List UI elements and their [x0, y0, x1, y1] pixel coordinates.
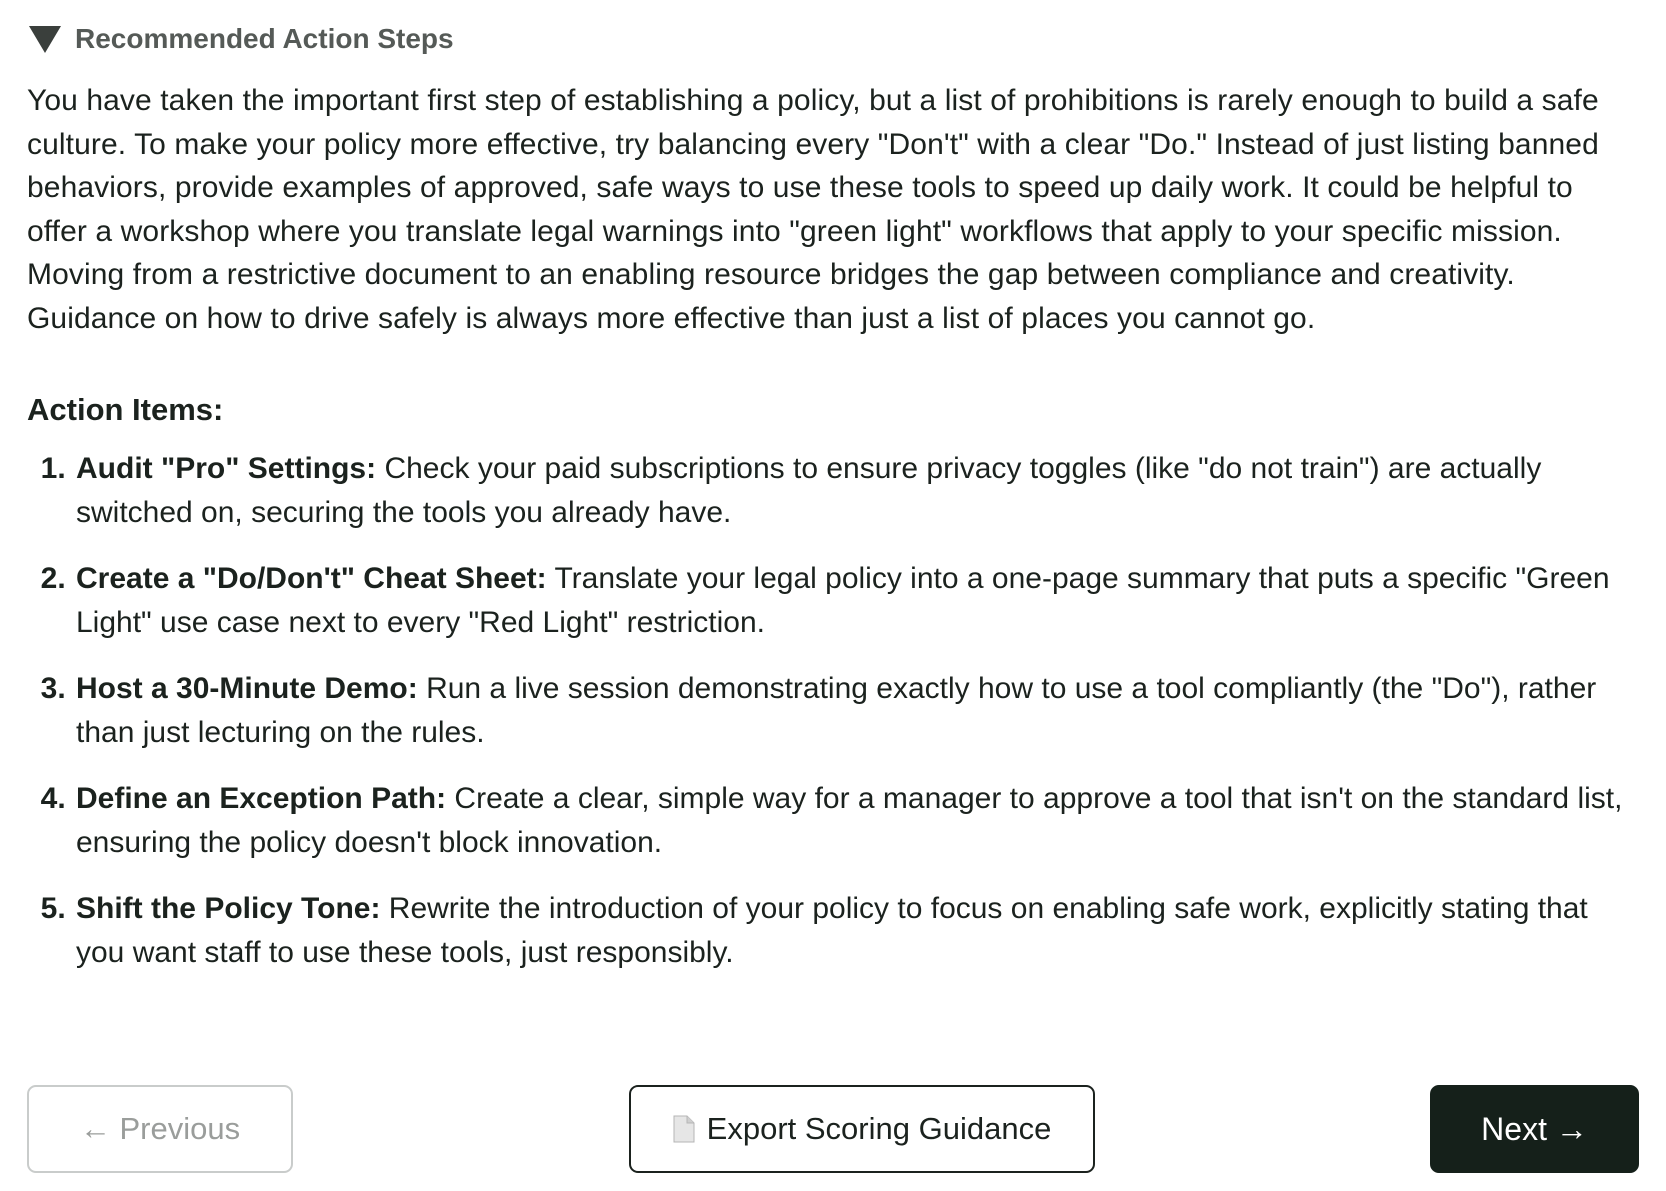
- intro-paragraph: You have taken the important first step of establishing a policy, but a list of prohibitions is rarely enough to build a safe culture. To make your policy more effective, try balancing every "Don't" with a clear "Do." Instead of just listing banned behaviors, provide examples of approved, safe ways to use these tools to speed up daily work. It could be helpful to offer a workshop where you translate legal warnings into "green light" workflows that apply to your specific mission. Moving from a restrictive document to an enabling resource bridges the gap between compliance and creativity. Guidance on how to drive safely is always more effective than just a list of places you cannot go.: [27, 84, 1599, 335]
- action-item: [74, 667, 1630, 754]
- action-items-list: [27, 447, 1630, 974]
- next-button[interactable]: [1430, 1085, 1639, 1173]
- export-button-label: Export Scoring Guidance: [706, 1111, 1052, 1146]
- action-item: [74, 777, 1630, 864]
- previous-button-label: Previous: [119, 1111, 241, 1146]
- action-items-heading: Action Items:: [27, 392, 224, 427]
- action-item-title: Create a "Do/Don't" Cheat Sheet:: [76, 562, 547, 595]
- previous-button[interactable]: [27, 1085, 293, 1173]
- action-item-title: Host a 30-Minute Demo:: [76, 672, 418, 705]
- triangle-down-icon[interactable]: [29, 26, 61, 53]
- action-item-title: Shift the Policy Tone:: [76, 892, 381, 925]
- action-item-text: Check your paid subscriptions to ensure privacy toggles (like "do not train") are actually switched on, securing the tools you already have.: [76, 452, 1542, 529]
- navigation-footer: [27, 1085, 1639, 1175]
- action-item-text: Create a clear, simple way for a manager to approve a tool that isn't on the standard list, ensuring the policy doesn't block innovation.: [76, 782, 1623, 859]
- action-item: [74, 557, 1630, 644]
- arrow-right-icon: →: [1555, 1110, 1588, 1147]
- action-item: [74, 887, 1630, 974]
- action-item-text: Translate your legal policy into a one-page summary that puts a specific "Green Light" use case next to every "Red Light" restriction.: [76, 562, 1610, 639]
- action-item-text: Run a live session demonstrating exactly how to use a tool compliantly (the "Do"), rather than just lecturing on the rules.: [76, 672, 1597, 749]
- section-toggle[interactable]: [27, 19, 1630, 59]
- action-item-text: Rewrite the introduction of your policy to focus on enabling safe work, explicitly stating that you want staff to use these tools, just responsibly.: [76, 892, 1588, 969]
- export-scoring-guidance-button[interactable]: [629, 1085, 1095, 1173]
- document-icon: [673, 1115, 695, 1143]
- section-title: Recommended Action Steps: [75, 23, 454, 54]
- page: [0, 19, 1666, 1191]
- action-item-title: Audit "Pro" Settings:: [76, 452, 377, 485]
- action-item: [74, 447, 1630, 534]
- action-item-title: Define an Exception Path:: [76, 782, 447, 815]
- arrow-left-icon: ←: [79, 1111, 111, 1146]
- next-button-label: Next: [1481, 1110, 1547, 1147]
